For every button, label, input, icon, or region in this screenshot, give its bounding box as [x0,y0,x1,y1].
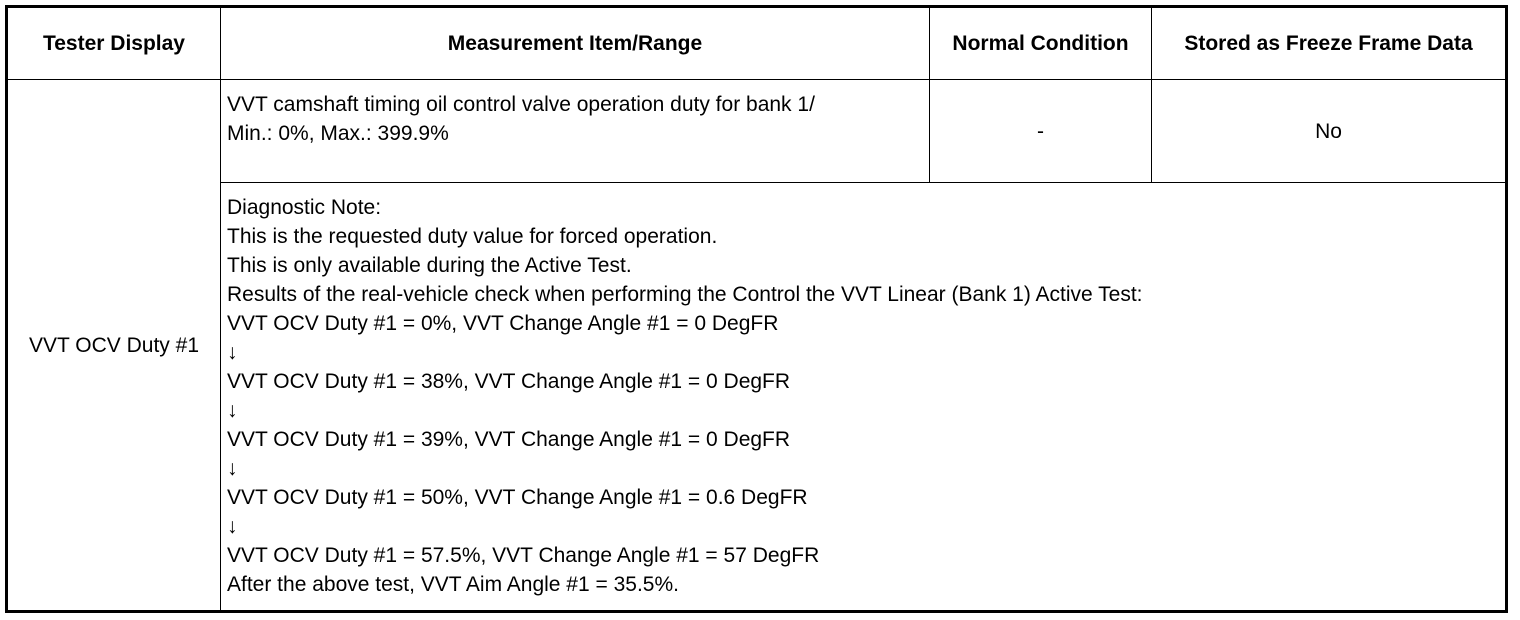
header-normal-condition: Normal Condition [930,7,1152,80]
note-line: VVT OCV Duty #1 = 38%, VVT Change Angle #1 = 0 DegFR [227,370,791,393]
measurement-item-value [221,80,930,183]
note-line: After the above test, VVT Aim Angle #1 = 35.5%. [227,573,679,596]
note-line: VVT OCV Duty #1 = 50%, VVT Change Angle #1 = 0.6 DegFR [227,486,808,509]
tester-display-value: VVT OCV Duty #1 [7,80,221,612]
down-arrow-icon: ↓ [227,515,238,538]
note-line: VVT OCV Duty #1 = 0%, VVT Change Angle #1 = 0 DegFR [227,312,779,335]
normal-condition-value: - [930,80,1152,183]
note-line: VVT OCV Duty #1 = 39%, VVT Change Angle #1 = 0 DegFR [227,428,791,451]
header-freeze-frame: Stored as Freeze Frame Data [1152,7,1507,80]
note-line: This is the requested duty value for forced operation. [227,225,718,248]
header-row [7,7,1507,80]
freeze-frame-value: No [1152,80,1507,183]
note-line: This is only available during the Active Test. [227,254,632,277]
note-line: Results of the real-vehicle check when performing the Control the VVT Linear (Bank 1) Active Test: [227,283,1143,306]
down-arrow-icon: ↓ [227,399,238,422]
measurement-item-range: Min.: 0%, Max.: 399.9% [227,122,449,145]
note-row [7,183,1507,612]
header-measurement-item: Measurement Item/Range [221,7,930,80]
down-arrow-icon: ↓ [227,457,238,480]
down-arrow-icon: ↓ [227,341,238,364]
table-row [7,80,1507,183]
data-list-table [5,5,1508,613]
note-line: Diagnostic Note: [227,196,382,219]
header-tester-display: Tester Display [7,7,221,80]
diagnostic-note [221,183,1507,612]
note-line: VVT OCV Duty #1 = 57.5%, VVT Change Angle #1 = 57 DegFR [227,544,820,567]
measurement-item-description: VVT camshaft timing oil control valve operation duty for bank 1/ [227,93,815,116]
